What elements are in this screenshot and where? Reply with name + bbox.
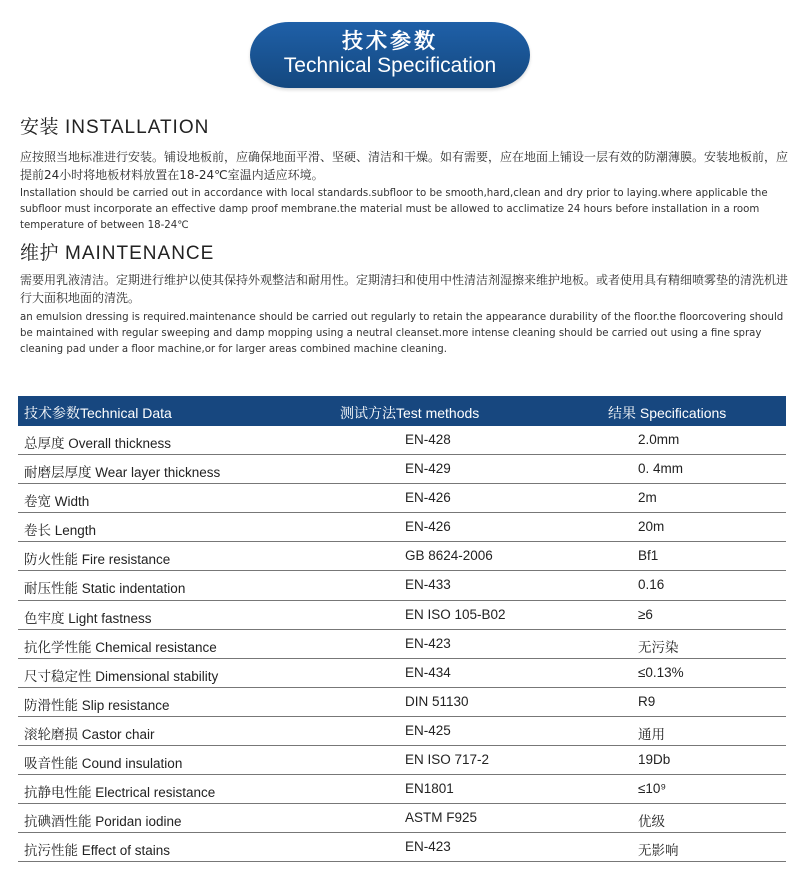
table-row [18, 717, 786, 746]
cell-property: 抗污性能 Effect of stains [24, 843, 171, 859]
installation-heading-en: INSTALLATION [65, 117, 210, 138]
cell-result: 20m [638, 519, 665, 535]
cell-result: 通用 [638, 726, 665, 742]
title-banner [250, 22, 530, 88]
cell-property: 总厚度 Overall thickness [24, 436, 172, 451]
cell-result: 2m [638, 490, 657, 506]
table-row [18, 513, 786, 542]
cell-result: 19Db [638, 752, 671, 768]
maintenance-heading-zh: 维护 [20, 242, 60, 264]
cell-result: 无污染 [638, 639, 679, 655]
table-row [18, 426, 786, 455]
cell-result: 优级 [638, 814, 665, 830]
cell-test-method: EN ISO 717-2 [405, 752, 490, 768]
cell-property: 色牢度 Light fastness [24, 610, 152, 626]
header-test-methods: 测试方法Test methods [340, 405, 480, 421]
cell-result: 0. 4mm [638, 461, 684, 477]
cell-test-method: EN-434 [405, 664, 451, 680]
cell-property: 耐压性能 Static indentation [24, 581, 186, 597]
cell-property: 耐磨层厚度 Wear layer thickness [24, 465, 221, 481]
table-body [18, 426, 786, 862]
cell-result: Bf1 [638, 548, 659, 564]
cell-test-method: ASTM F925 [405, 810, 478, 826]
cell-test-method: EN-426 [405, 490, 451, 506]
cell-test-method: EN-425 [405, 722, 451, 738]
table-row [18, 542, 786, 571]
cell-result: 无影响 [638, 843, 679, 859]
table-row [18, 688, 786, 717]
cell-property: 滚轮磨损 Castor chair [24, 726, 155, 742]
table-row [18, 775, 786, 804]
cell-result: ≥6 [638, 606, 653, 622]
cell-property: 抗化学性能 Chemical resistance [24, 639, 217, 655]
cell-test-method: EN-428 [405, 432, 451, 447]
cell-test-method: EN-423 [405, 635, 451, 651]
cell-test-method: EN-429 [405, 461, 451, 477]
table-row [18, 746, 786, 775]
installation-heading-zh: 安装 [20, 116, 60, 138]
technical-data-table [18, 396, 786, 862]
cell-test-method: EN-426 [405, 519, 451, 535]
table-row [18, 455, 786, 484]
cell-property: 卷长 Length [24, 523, 97, 539]
table-row [18, 571, 786, 600]
cell-test-method: DIN 51130 [405, 693, 469, 709]
cell-test-method: EN-433 [405, 577, 451, 593]
cell-result: R9 [638, 693, 656, 709]
installation-heading [20, 112, 209, 139]
installation-text-zh: 应按照当地标准进行安装。铺设地板前，应确保地面平滑、坚硬、清洁和干燥。如有需要，应在地面上铺设一层有效的防潮薄膜。安装地板前，应提前24小时将地板材料放置在18-24℃室温内适应环境。 [20, 150, 789, 182]
cell-property: 抗静电性能 Electrical resistance [24, 785, 216, 801]
header-specifications: 结果 Specifications [608, 405, 727, 421]
table-row [18, 804, 786, 833]
cell-property: 防火性能 Fire resistance [24, 552, 171, 568]
header-technical-data: 技术参数Technical Data [24, 405, 172, 421]
cell-result: ≤0.13% [638, 664, 684, 680]
installation-text-en: Installation should be carried out in accordance with local standards.subfloor to be smooth,hard,clean and dry prior to laying.where applicable the subfloor must incorporate an effective damp proof membrane.the material must be allowed to acclimatize 24 hours before installation in a room temperature of between 18-24℃ [20, 188, 768, 231]
table-row [18, 630, 786, 659]
table-header [18, 396, 786, 426]
table-row [18, 484, 786, 513]
table-row [18, 833, 786, 862]
cell-property: 尺寸稳定性 Dimensional stability [24, 668, 219, 684]
cell-result: ≤10⁹ [638, 781, 667, 797]
cell-property: 吸音性能 Cound insulation [24, 756, 183, 772]
cell-result: 2.0mm [638, 432, 680, 447]
cell-test-method: GB 8624-2006 [405, 548, 493, 564]
maintenance-text-zh: 需要用乳液清洁。定期进行维护以使其保持外观整洁和耐用性。定期清扫和使用中性清洁剂湿擦来维护地板。或者使用具有精细喷雾垫的清洗机进行大面积地面的清洗。 [20, 273, 789, 305]
maintenance-text-en: an emulsion dressing is required.maintenance should be carried out regularly to retain the appearance durability of the floor.the floorcovering should be maintained with regular sweeping and damp mopping using a neutral cleanset.more intense cleaning should be carried out using a fine spray cleaning pad under a floor machine,or for larger areas combined machine cleaning. [20, 312, 784, 355]
maintenance-heading [20, 238, 214, 265]
cell-property: 抗碘酒性能 Poridan iodine [24, 814, 182, 830]
table-row [18, 659, 786, 688]
cell-property: 卷宽 Width [24, 494, 90, 510]
maintenance-heading-en: MAINTENANCE [65, 243, 215, 264]
cell-test-method: EN1801 [405, 781, 454, 797]
table-row [18, 601, 786, 630]
cell-result: 0.16 [638, 577, 665, 593]
cell-property: 防滑性能 Slip resistance [24, 697, 170, 713]
banner-title-en: Technical Specification [283, 54, 497, 77]
banner-title-zh: 技术参数 [342, 29, 438, 53]
cell-test-method: EN-423 [405, 839, 451, 855]
cell-test-method: EN ISO 105-B02 [405, 606, 506, 622]
